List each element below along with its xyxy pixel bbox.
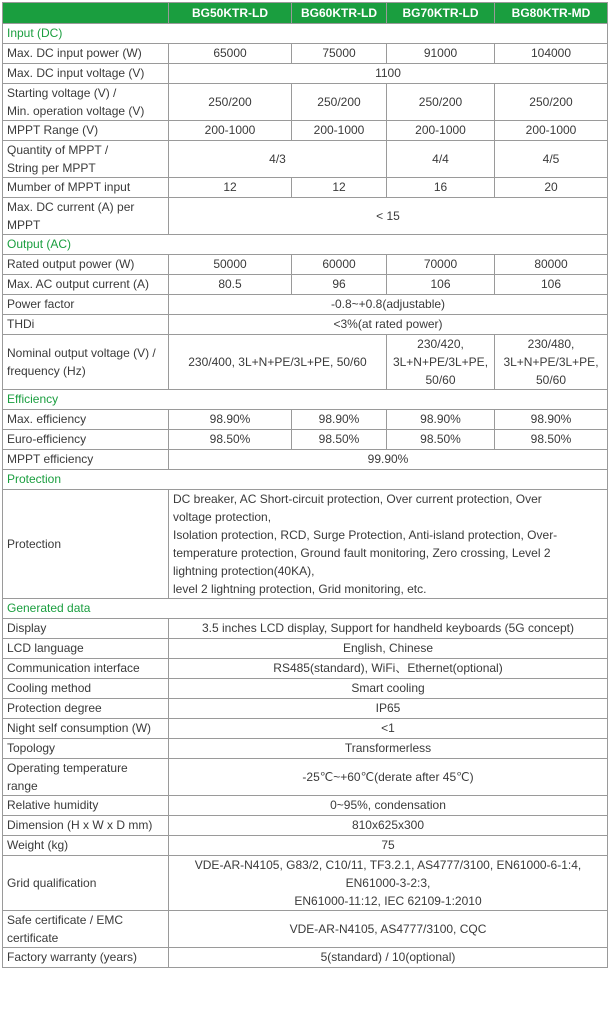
spec-value: IP65	[169, 699, 608, 719]
section-title-output: Output (AC)	[3, 235, 608, 255]
spec-label-line: Safe certificate / EMC	[7, 913, 124, 927]
spec-label: Night self consumption (W)	[3, 719, 169, 739]
spec-value: 200-1000	[387, 121, 495, 141]
spec-label: Grid qualification	[3, 856, 169, 911]
spec-value	[387, 335, 495, 390]
spec-value: 98.90%	[169, 410, 292, 430]
spec-label: Cooling method	[3, 679, 169, 699]
spec-value: 810x625x300	[169, 816, 608, 836]
spec-value: English, Chinese	[169, 639, 608, 659]
spec-label: Max. AC output current (A)	[3, 275, 169, 295]
spec-row	[3, 450, 608, 470]
spec-label: Dimension (H x W x D mm)	[3, 816, 169, 836]
spec-row	[3, 679, 608, 699]
spec-value: 75	[169, 836, 608, 856]
grid-line: EN61000-3-2:3,	[345, 876, 431, 890]
spec-value: 106	[387, 275, 495, 295]
spec-row	[3, 275, 608, 295]
spec-value: 98.50%	[387, 430, 495, 450]
spec-row	[3, 198, 608, 235]
spec-value-line: 230/420,	[417, 337, 464, 351]
grid-line: EN61000-11:12, IEC 62109-1:2010	[294, 894, 482, 908]
spec-value	[169, 490, 608, 599]
spec-label: Communication interface	[3, 659, 169, 679]
spec-row	[3, 410, 608, 430]
spec-value: 65000	[169, 44, 292, 64]
spec-value: 80000	[495, 255, 608, 275]
protection-line: voltage protection,	[173, 510, 272, 524]
section-title-efficiency: Efficiency	[3, 390, 608, 410]
spec-label: Weight (kg)	[3, 836, 169, 856]
spec-value-line: 50/60	[425, 373, 456, 387]
spec-row	[3, 639, 608, 659]
spec-value: 98.50%	[169, 430, 292, 450]
section-title-generated: Generated data	[3, 599, 608, 619]
spec-value: 104000	[495, 44, 608, 64]
spec-row	[3, 295, 608, 315]
spec-value: 250/200	[495, 84, 608, 121]
spec-label: MPPT efficiency	[3, 450, 169, 470]
spec-value: 16	[387, 178, 495, 198]
spec-value: < 15	[169, 198, 608, 235]
spec-value-line: 230/480,	[527, 337, 575, 351]
spec-label	[3, 198, 169, 235]
spec-row	[3, 141, 608, 178]
spec-value: 96	[292, 275, 387, 295]
spec-label	[3, 911, 169, 948]
section-title-input: Input (DC)	[3, 24, 608, 44]
model-header: BG60KTR-LD	[292, 3, 387, 24]
spec-value: <1	[169, 719, 608, 739]
spec-value: 4/4	[387, 141, 495, 178]
protection-line: Isolation protection, RCD, Surge Protection, Anti-island protection, Over-	[173, 528, 558, 542]
spec-value: 0~95%, condensation	[169, 796, 608, 816]
section-row-generated	[3, 599, 608, 619]
spec-row	[3, 490, 608, 599]
spec-value: 60000	[292, 255, 387, 275]
spec-value: 98.50%	[495, 430, 608, 450]
spec-value: 250/200	[169, 84, 292, 121]
spec-value: 230/400, 3L+N+PE/3L+PE, 50/60	[169, 335, 387, 390]
spec-label: LCD language	[3, 639, 169, 659]
spec-value: 4/5	[495, 141, 608, 178]
spec-value: 98.90%	[292, 410, 387, 430]
spec-row	[3, 659, 608, 679]
spec-row	[3, 836, 608, 856]
spec-row	[3, 178, 608, 198]
spec-value: 99.90%	[169, 450, 608, 470]
spec-value: <3%(at rated power)	[169, 315, 608, 335]
spec-label-line: MPPT	[7, 218, 41, 232]
spec-label-line: Quantity of MPPT /	[7, 143, 109, 157]
spec-value: 12	[169, 178, 292, 198]
section-row-input	[3, 24, 608, 44]
spec-row	[3, 255, 608, 275]
spec-row	[3, 699, 608, 719]
spec-row	[3, 84, 608, 121]
spec-row	[3, 796, 608, 816]
spec-value: -0.8~+0.8(adjustable)	[169, 295, 608, 315]
spec-label: Mumber of MPPT input	[3, 178, 169, 198]
section-row-efficiency	[3, 390, 608, 410]
spec-value: -25℃~+60℃(derate after 45℃)	[169, 759, 608, 796]
spec-row	[3, 911, 608, 948]
spec-row	[3, 430, 608, 450]
spec-row	[3, 719, 608, 739]
spec-label-line: Min. operation voltage (V)	[7, 104, 145, 118]
spec-value	[495, 335, 608, 390]
spec-value: 1100	[169, 64, 608, 84]
spec-row	[3, 948, 608, 968]
spec-label-line: Starting voltage (V) /	[7, 86, 117, 100]
spec-label: Relative humidity	[3, 796, 169, 816]
spec-value: 200-1000	[169, 121, 292, 141]
spec-value: Transformerless	[169, 739, 608, 759]
spec-value: 91000	[387, 44, 495, 64]
spec-label-line: String per MPPT	[7, 161, 96, 175]
section-row-output	[3, 235, 608, 255]
protection-line: DC breaker, AC Short-circuit protection, Over current protection, Over	[173, 492, 542, 506]
spec-label: Protection degree	[3, 699, 169, 719]
spec-table	[2, 2, 608, 968]
spec-label: THDi	[3, 315, 169, 335]
spec-value: 98.50%	[292, 430, 387, 450]
spec-value: 200-1000	[495, 121, 608, 141]
model-header: BG80KTR-MD	[495, 3, 608, 24]
spec-row	[3, 739, 608, 759]
spec-value-line: 50/60	[535, 373, 567, 387]
spec-label: Power factor	[3, 295, 169, 315]
protection-line: lightning protection(40KA),	[173, 564, 315, 578]
spec-label: Rated output power (W)	[3, 255, 169, 275]
spec-label	[3, 141, 169, 178]
spec-label	[3, 335, 169, 390]
spec-value: Smart cooling	[169, 679, 608, 699]
protection-line: level 2 lightning protection, Grid monitoring, etc.	[173, 582, 427, 596]
spec-label: Factory warranty (years)	[3, 948, 169, 968]
spec-value: 106	[495, 275, 608, 295]
spec-label: Max. efficiency	[3, 410, 169, 430]
model-header-row	[3, 3, 608, 24]
spec-value: 200-1000	[292, 121, 387, 141]
spec-label: Max. DC input voltage (V)	[3, 64, 169, 84]
spec-value: RS485(standard), WiFi、Ethernet(optional)	[169, 659, 608, 679]
spec-label-line: Operating temperature	[7, 761, 128, 775]
spec-row	[3, 335, 608, 390]
model-header: BG50KTR-LD	[169, 3, 292, 24]
spec-value: 4/3	[169, 141, 387, 178]
spec-value: 98.90%	[387, 410, 495, 430]
spec-label	[3, 759, 169, 796]
spec-label-line: certificate	[7, 931, 59, 945]
spec-value: VDE-AR-N4105, AS4777/3100, CQC	[169, 911, 608, 948]
spec-value: 250/200	[387, 84, 495, 121]
grid-line: VDE-AR-N4105, G83/2, C10/11, TF3.2.1, AS4777/3100, EN61000-6-1:4,	[194, 858, 582, 872]
spec-row	[3, 759, 608, 796]
spec-label	[3, 84, 169, 121]
spec-row	[3, 816, 608, 836]
spec-value: 98.90%	[495, 410, 608, 430]
section-title-protection: Protection	[3, 470, 608, 490]
protection-line: temperature protection, Ground fault monitoring, Zero crossing, Level 2	[173, 546, 551, 560]
spec-row	[3, 315, 608, 335]
spec-value: 80.5	[169, 275, 292, 295]
spec-value: 20	[495, 178, 608, 198]
spec-row	[3, 44, 608, 64]
header-corner	[3, 3, 169, 24]
spec-value: 5(standard) / 10(optional)	[169, 948, 608, 968]
spec-value-line: 3L+N+PE/3L+PE,	[503, 355, 599, 369]
spec-label: MPPT Range (V)	[3, 121, 169, 141]
spec-label: Euro-efficiency	[3, 430, 169, 450]
spec-label-line: frequency (Hz)	[7, 364, 86, 378]
spec-value: 12	[292, 178, 387, 198]
section-row-protection	[3, 470, 608, 490]
spec-value-line: 3L+N+PE/3L+PE,	[392, 355, 489, 369]
spec-value: 70000	[387, 255, 495, 275]
spec-label: Topology	[3, 739, 169, 759]
spec-value: 250/200	[292, 84, 387, 121]
spec-label: Max. DC input power (W)	[3, 44, 169, 64]
spec-label: Display	[3, 619, 169, 639]
spec-row	[3, 121, 608, 141]
spec-label: Protection	[3, 490, 169, 599]
spec-value	[169, 856, 608, 911]
spec-row	[3, 64, 608, 84]
model-header: BG70KTR-LD	[387, 3, 495, 24]
spec-row	[3, 619, 608, 639]
spec-value: 75000	[292, 44, 387, 64]
spec-label-line: Nominal output voltage (V) /	[7, 346, 156, 360]
spec-value: 3.5 inches LCD display, Support for handheld keyboards (5G concept)	[169, 619, 608, 639]
spec-label-line: Max. DC current (A) per	[7, 200, 135, 214]
spec-value: 50000	[169, 255, 292, 275]
spec-label-line: range	[7, 779, 38, 793]
spec-row	[3, 856, 608, 911]
